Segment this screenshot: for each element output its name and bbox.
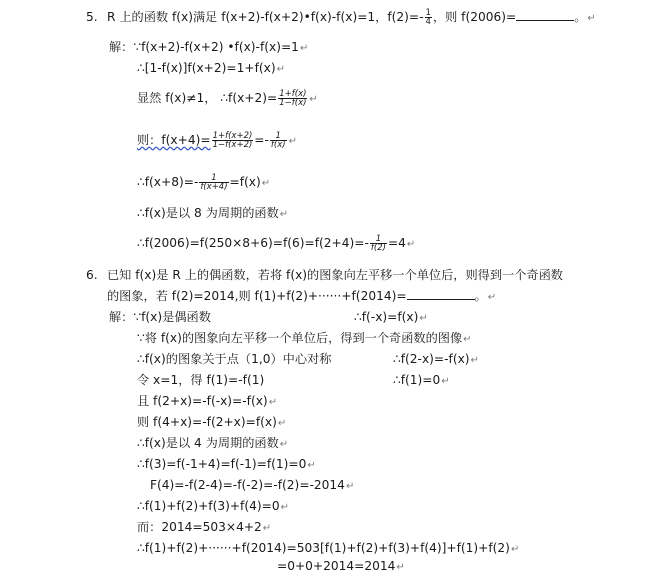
paragraph-mark-icon: ↵ [277,418,287,429]
p5-question: R 上的函数 f(x)满足 f(x+2)-f(x+2)•f(x)-f(x)=1，f(2)=- $\frac{1}{4}$ ，则 f(2006)= 。↵ [107,7,596,27]
paragraph-mark-icon: ↵ [345,481,355,492]
p5-number: 5. [86,10,98,24]
p6-step-3: ∴f(x)的图象关于点（1,0）中心对称 [137,352,332,366]
paragraph-mark-icon: ↵ [441,376,450,387]
p5-step-4: 则：f(x+4)= $\frac{1+f(x+2)}{1-f(x+2)}$ =- $\frac{1}{f(x)}$ ↵ [137,130,297,150]
fraction: $\frac{1}{f(x+4)}$ [200,172,228,192]
p6-step-6: 则 f(4+x)=-f(2+x)=f(x)↵ [137,415,287,429]
paragraph-mark-icon: ↵ [280,502,289,513]
paragraph-mark-icon: ↵ [487,292,497,303]
p6-step-7: ∴f(x)是以 4 为周期的函数↵ [137,436,289,450]
p6-number: 6. [86,268,98,282]
paragraph-mark-icon: ↵ [587,13,596,24]
paragraph-mark-icon: ↵ [470,355,479,366]
paragraph-mark-icon: ↵ [406,239,416,250]
paragraph-mark-icon: ↵ [288,136,297,147]
paragraph-mark-icon: ↵ [276,64,285,75]
paragraph-mark-icon: ↵ [262,523,272,534]
paragraph-mark-icon: ↵ [307,460,316,471]
p6-question-line-1: 已知 f(x)是 R 上的偶函数，若将 f(x)的图象向左平移一个单位后，则得到一个奇函数 [107,268,563,282]
p6-question-line-2: 的图象，若 f(2)=2014,则 f(1)+f(2)+······+f(2014)= 。↵ [107,289,497,303]
paragraph-mark-icon: ↵ [510,544,520,555]
paragraph-mark-icon: ↵ [463,334,472,345]
p6-step-1: 解：∵f(x)是偶函数 [109,310,211,324]
p6-step-8: ∴f(3)=f(-1+4)=f(-1)=f(1)=0↵ [137,457,316,471]
answer-blank [407,288,475,300]
p6-step-11: 而：2014=503×4+2↵ [137,520,272,534]
paragraph-mark-icon: ↵ [261,178,271,189]
p5-step-2: ∴[1-f(x)]f(x+2)=1+f(x)↵ [137,61,285,75]
p6-step-5: 且 f(2+x)=-f(-x)=-f(x)↵ [137,394,278,408]
p6-step-12: ∴f(1)+f(2)+······+f(2014)=503[f(1)+f(2)+f(3)+f(4)]+f(1)+f(2)↵ [137,541,520,555]
paragraph-mark-icon: ↵ [299,43,309,54]
p5-step-3: 显然 f(x)≠1， ∴f(x+2)= $\frac{1+f(x)}{1-f(x)}$ ↵ [137,88,318,108]
p5-step-1: 解：∵f(x+2)-f(x+2) •f(x)-f(x)=1↵ [109,40,309,54]
fraction: $\frac{1}{f(2)}$ [370,233,386,253]
paragraph-mark-icon: ↵ [309,94,318,105]
paragraph-mark-icon: ↵ [279,209,289,220]
p6-step-13: =0+0+2014=2014↵ [277,559,405,573]
paragraph-mark-icon: ↵ [396,562,405,573]
fraction: $\frac{1+f(x+2)}{1-f(x+2)}$ [212,130,253,150]
p6-step-3-right: ∴f(2-x)=-f(x)↵ [393,352,479,366]
p6-step-9: F(4)=-f(2-4)=-f(-2)=-f(2)=-2014↵ [150,478,355,492]
p5-step-6: ∴f(x)是以 8 为周期的函数↵ [137,206,289,220]
paragraph-mark-icon: ↵ [419,313,428,324]
p6-step-1-right: ∴f(-x)=f(x)↵ [354,310,428,324]
paragraph-mark-icon: ↵ [279,439,289,450]
p5-step-5: ∴f(x+8)=- $\frac{1}{f(x+4)}$ =f(x)↵ [137,172,271,192]
p6-step-10: ∴f(1)+f(2)+f(3)+f(4)=0↵ [137,499,289,513]
answer-blank [516,9,574,21]
p6-step-2: ∵将 f(x)的图象向左平移一个单位后，得到一个奇函数的图像↵ [137,331,472,345]
fraction: $\frac{1}{f(x)}$ [270,130,286,150]
paragraph-mark-icon: ↵ [268,397,278,408]
fraction: $\frac{1+f(x)}{1-f(x)}$ [279,88,307,108]
p5-step-7: ∴f(2006)=f(250×8+6)=f(6)=f(2+4)=- $\frac{1}{f(2)}$ =4↵ [137,233,416,253]
p5-q-fraction: $\frac{1}{4}$ [425,7,431,27]
p6-step-4-right: ∴f(1)=0↵ [393,373,450,387]
p6-step-4: 令 x=1，得 f(1)=-f(1) [137,373,265,387]
